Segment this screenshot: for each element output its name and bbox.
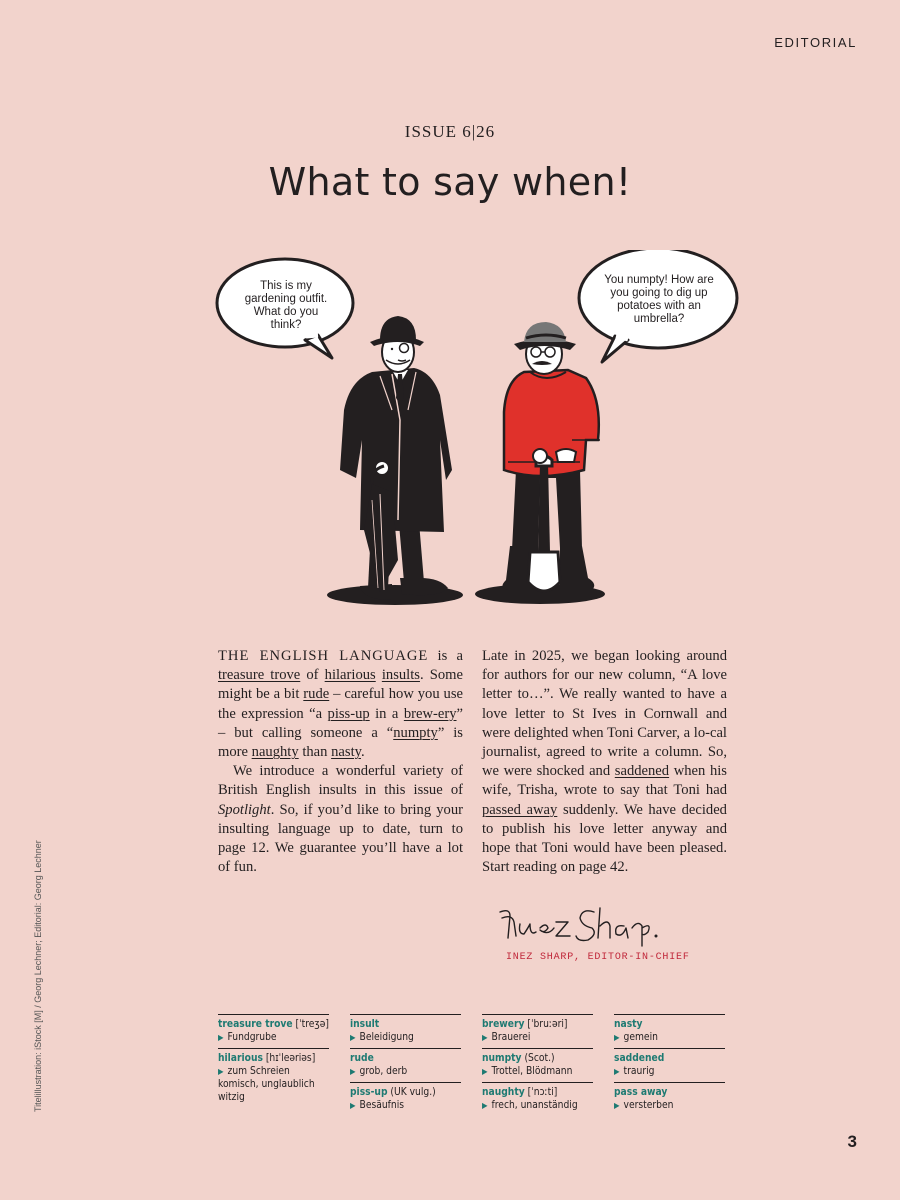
glossary-column [482, 1014, 593, 1116]
glossary-entry [218, 1014, 329, 1044]
arrow-icon: ▶ [218, 1033, 224, 1042]
gentleman-figure [340, 316, 452, 600]
glossary-word: numpty [393, 724, 438, 741]
glossary-entry [350, 1048, 461, 1078]
glossary-entry [218, 1048, 329, 1104]
glossary-definition: frech, unanständig [491, 1100, 578, 1111]
section-label: EDITORIAL [774, 35, 857, 50]
speech-bubble-left-text: This is my gardening outfit. What do you think? [244, 280, 328, 331]
image-credit: Titelillustration: iStock [M] / Georg Lechner; Editorial: Georg Lechner [33, 840, 43, 1112]
glossary-word: brew-ery [403, 705, 457, 722]
glossary-definition: gemein [623, 1032, 658, 1043]
page-number: 3 [847, 1132, 857, 1151]
glossary-definition: traurig [623, 1066, 655, 1077]
paragraph-1: THE ENGLISH LANGUAGE is a treasure trove of hilarious insults. Some might be a bit rude – careful how you use the expression “a piss-up in a brew-ery” – but calling someone a “numpty” is more naughty than nasty. [218, 648, 464, 761]
glossary-entry [614, 1048, 725, 1078]
glossary-term: insult [350, 1019, 380, 1030]
glossary-pronunciation: [hɪˈleəriəs] [262, 1053, 316, 1064]
glossary-word: insults [381, 667, 420, 684]
glossary-entry [482, 1048, 593, 1078]
arrow-icon: ▶ [350, 1067, 356, 1076]
glossary-definition: zum Schreien komisch, unglaublich witzig [218, 1066, 315, 1103]
glossary-entry [482, 1014, 593, 1044]
glossary-term: nasty [614, 1019, 643, 1030]
glossary-pronunciation: [ˈtreʒə] [292, 1019, 329, 1030]
glossary-word: nasty [331, 744, 361, 761]
body-column-1 [218, 647, 463, 877]
page-title: What to say when! [268, 160, 632, 204]
glossary-term: pass away [614, 1087, 668, 1098]
glossary-word: piss-up [327, 705, 370, 722]
gardener-figure [502, 322, 600, 591]
glossary-definition: Fundgrube [227, 1032, 277, 1043]
glossary-entry [614, 1082, 725, 1112]
glossary-term: treasure trove [218, 1019, 293, 1030]
magazine-name: Spotlight [218, 801, 271, 818]
glossary-definition: grob, derb [359, 1066, 408, 1077]
glossary-definition: versterben [623, 1100, 674, 1111]
glossary-entry [350, 1082, 461, 1112]
signature-name: INEZ SHARP, EDITOR-IN-CHIEF [506, 952, 690, 963]
arrow-icon: ▶ [218, 1067, 224, 1076]
glossary-term: naughty [482, 1087, 525, 1098]
lead-in: THE ENGLISH LANGUAGE [218, 648, 429, 664]
arrow-icon: ▶ [614, 1033, 620, 1042]
arrow-icon: ▶ [482, 1101, 488, 1110]
glossary-term: numpty [482, 1053, 522, 1064]
glossary-entry [482, 1082, 593, 1112]
glossary-definition: Brauerei [491, 1032, 531, 1043]
glossary-term: rude [350, 1053, 374, 1064]
glossary-pronunciation: [ˈbruːəri] [524, 1019, 568, 1030]
speech-bubble-right-text: You numpty! How are you going to dig up potatoes with an umbrella? [604, 274, 714, 325]
glossary-entry [350, 1014, 461, 1044]
glossary-pronunciation: (Scot.) [521, 1053, 555, 1064]
issue-number: ISSUE 6|26 [404, 122, 496, 141]
glossary-term: hilarious [218, 1053, 263, 1064]
glossary-column [350, 1014, 461, 1116]
glossary-term: brewery [482, 1019, 525, 1030]
glossary-word: rude [303, 686, 330, 703]
body-column-2 [482, 647, 727, 877]
glossary-pronunciation: [ˈnɔːti] [524, 1087, 558, 1098]
arrow-icon: ▶ [614, 1067, 620, 1076]
paragraph-2: We introduce a wonderful variety of British English insults in this issue of Spotlight. So, if you’d like to bring your insulting language up to date, turn to page 12. We guarantee you’ll have a lot of fun. [218, 763, 463, 876]
glossary-definition: Trottel, Blödmann [491, 1066, 573, 1077]
arrow-icon: ▶ [350, 1033, 356, 1042]
glossary-column [218, 1014, 329, 1108]
glossary-term: piss-up [350, 1087, 388, 1098]
glossary-word: saddened [614, 763, 670, 780]
glossary-definition: Besäufnis [359, 1100, 405, 1111]
glossary-word: hilarious [324, 667, 376, 684]
arrow-icon: ▶ [614, 1101, 620, 1110]
glossary-definition: Beleidigung [359, 1032, 414, 1043]
glossary-pronunciation: (UK vulg.) [387, 1087, 436, 1098]
arrow-icon: ▶ [482, 1067, 488, 1076]
arrow-icon: ▶ [350, 1101, 356, 1110]
paragraph-3: Late in 2025, we began looking around for authors for our new column, “A love letter to…”. We really wanted to have a love letter to St Ives in Cornwall and were delighted when Toni Carver, a lo-cal journalist, agreed to write a column. So, we were shocked and saddened when his wife, Trisha, wrote to say that Toni had passed away suddenly. We have decided to publish his love letter anyway and hope that Toni would have been pleased. Start reading on page 42. [482, 648, 727, 876]
glossary [218, 1014, 725, 1124]
handwritten-signature [496, 898, 666, 950]
glossary-word: treasure trove [218, 667, 301, 684]
arrow-icon: ▶ [482, 1033, 488, 1042]
glossary-word: passed away [482, 801, 558, 818]
glossary-term: saddened [614, 1053, 665, 1064]
glossary-word: naughty [251, 744, 299, 761]
glossary-entry [614, 1014, 725, 1044]
glossary-column [614, 1014, 725, 1116]
